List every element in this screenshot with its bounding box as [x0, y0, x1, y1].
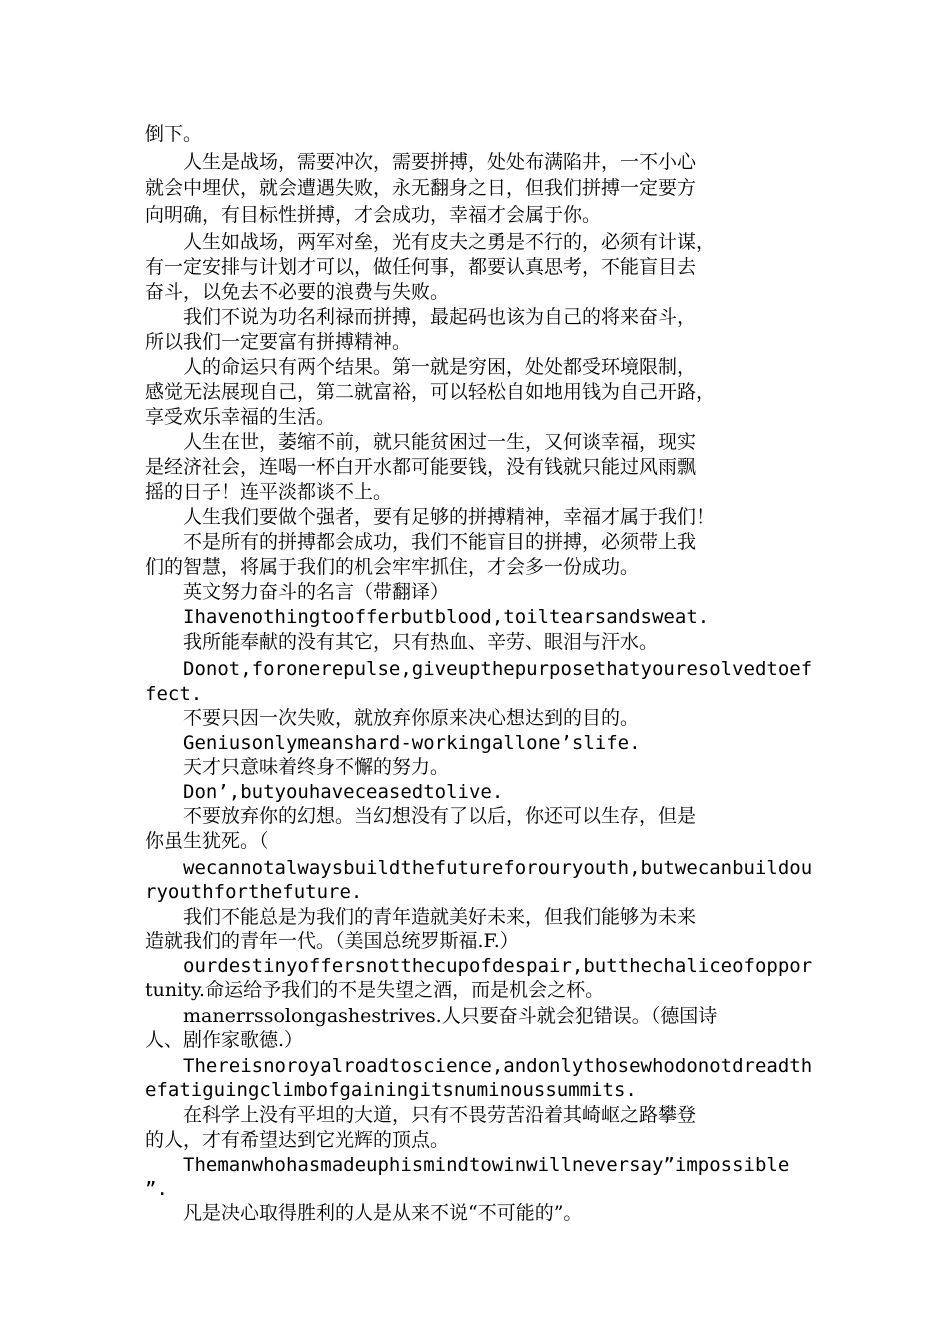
text-line: 是经济社会，连喝一杯白开水都可能要钱，没有钱就只能过风雨飘 — [145, 456, 697, 478]
text-line: 我们不能总是为我们的青年造就美好未来，但我们能够为未来 — [145, 906, 697, 928]
text-line: 人的命运只有两个结果。第一就是穷困，处处都受环境限制， — [145, 356, 697, 378]
text-line: 我们不说为功名利禄而拼搏，最起码也该为自己的将来奋斗， — [145, 306, 697, 328]
text-line: 人生是战场，需要冲次，需要拼搏，处处布满陷井，一不小心 — [145, 151, 697, 173]
text-line: Thereisnoroyalroadtoscience,andonlythosewhodonotdreadth — [145, 1055, 813, 1077]
text-line: 天才只意味着终身不懈的努力。 — [145, 756, 450, 778]
text-line: 不是所有的拼搏都会成功，我们不能盲目的拼搏，必须带上我 — [145, 531, 697, 553]
text-line: Don’,butyouhaveceasedtolive. — [145, 781, 504, 803]
text-line: wecannotalwaysbuildthefutureforouryouth,butwecanbuildou — [145, 857, 813, 879]
text-line: 你虽生犹死。（ — [145, 830, 269, 852]
text-line: 有一定安排与计划才可以，做任何事，都要认真思考，不能盲目去 — [145, 256, 697, 278]
text-line: Geniusonlymeanshard-workingallone’slife. — [145, 732, 641, 754]
text-line: 造就我们的青年一代。（美国总统罗斯福.F.） — [145, 930, 519, 952]
text-line: Donot,foronerepulse,giveupthepurposethatyouresolvedtoef — [145, 658, 813, 680]
text-line: 摇的日子！连平淡都谈不上。 — [145, 481, 393, 503]
text-line: 人、剧作家歌德.） — [145, 1029, 304, 1051]
text-line: fect. — [145, 683, 203, 705]
text-line: 在科学上没有平坦的大道，只有不畏劳苦沿着其崎岖之路攀登 — [145, 1104, 697, 1126]
text-line: 就会中埋伏，就会遭遇失败，永无翻身之日，但我们拼搏一定要方 — [145, 177, 697, 199]
text-line: 人生我们要做个强者，要有足够的拼搏精神，幸福才属于我们！ — [145, 506, 716, 528]
text-line: Ihavenothingtoofferbutblood,toiltearsandsweat. — [145, 606, 710, 628]
text-line: 倒下。 — [145, 123, 203, 145]
text-line: ourdestinyoffersnotthecupofdespair,butthechaliceofoppor — [145, 955, 813, 977]
text-line: 奋斗，以免去不必要的浪费与失败。 — [145, 281, 450, 303]
text-line: 的人，才有希望达到它光辉的顶点。 — [145, 1129, 450, 1151]
text-line: ryouthforthefuture. — [145, 881, 363, 903]
text-line: 感觉无法展现自己，第二就富裕，可以轻松自如地用钱为自己开路， — [145, 381, 716, 403]
text-line: 凡是决心取得胜利的人是从来不说“不可能的”。 — [145, 1202, 583, 1224]
text-line: manerrssolongashestrives.人只要奋斗就会犯错误。（德国诗 — [145, 1005, 718, 1027]
text-line: 我所能奉献的没有其它，只有热血、辛劳、眼泪与汗水。 — [145, 631, 659, 653]
text-line: Themanwhohasmadeuphismindtowinwillneversay”impossible — [145, 1154, 790, 1176]
text-line: 们的智慧，将属于我们的机会牢牢抓住，才会多一份成功。 — [145, 556, 640, 578]
text-line: 享受欢乐幸福的生活。 — [145, 406, 336, 428]
text-line: 不要放弃你的幻想。当幻想没有了以后，你还可以生存，但是 — [145, 805, 697, 827]
text-line: efatiguingclimbofgainingitsnuminoussummits. — [145, 1079, 637, 1101]
text-line: 向明确，有目标性拼搏，才会成功，幸福才会属于你。 — [145, 204, 602, 226]
text-line: 人生如战场，两军对垒，光有皮夫之勇是不行的，必须有计谋， — [145, 231, 716, 253]
text-line: 所以我们一定要富有拼搏精神。 — [145, 331, 412, 353]
text-line: 英文努力奋斗的名言（带翻译） — [145, 581, 450, 603]
text-line: tunity.命运给予我们的不是失望之酒，而是机会之杯。 — [145, 979, 605, 1001]
text-line: 不要只因一次失败，就放弃你原来决心想达到的目的。 — [145, 707, 640, 729]
text-line: 人生在世，萎缩不前，就只能贫困过一生，又何谈幸福，现实 — [145, 431, 697, 453]
text-line: ”. — [145, 1178, 168, 1200]
